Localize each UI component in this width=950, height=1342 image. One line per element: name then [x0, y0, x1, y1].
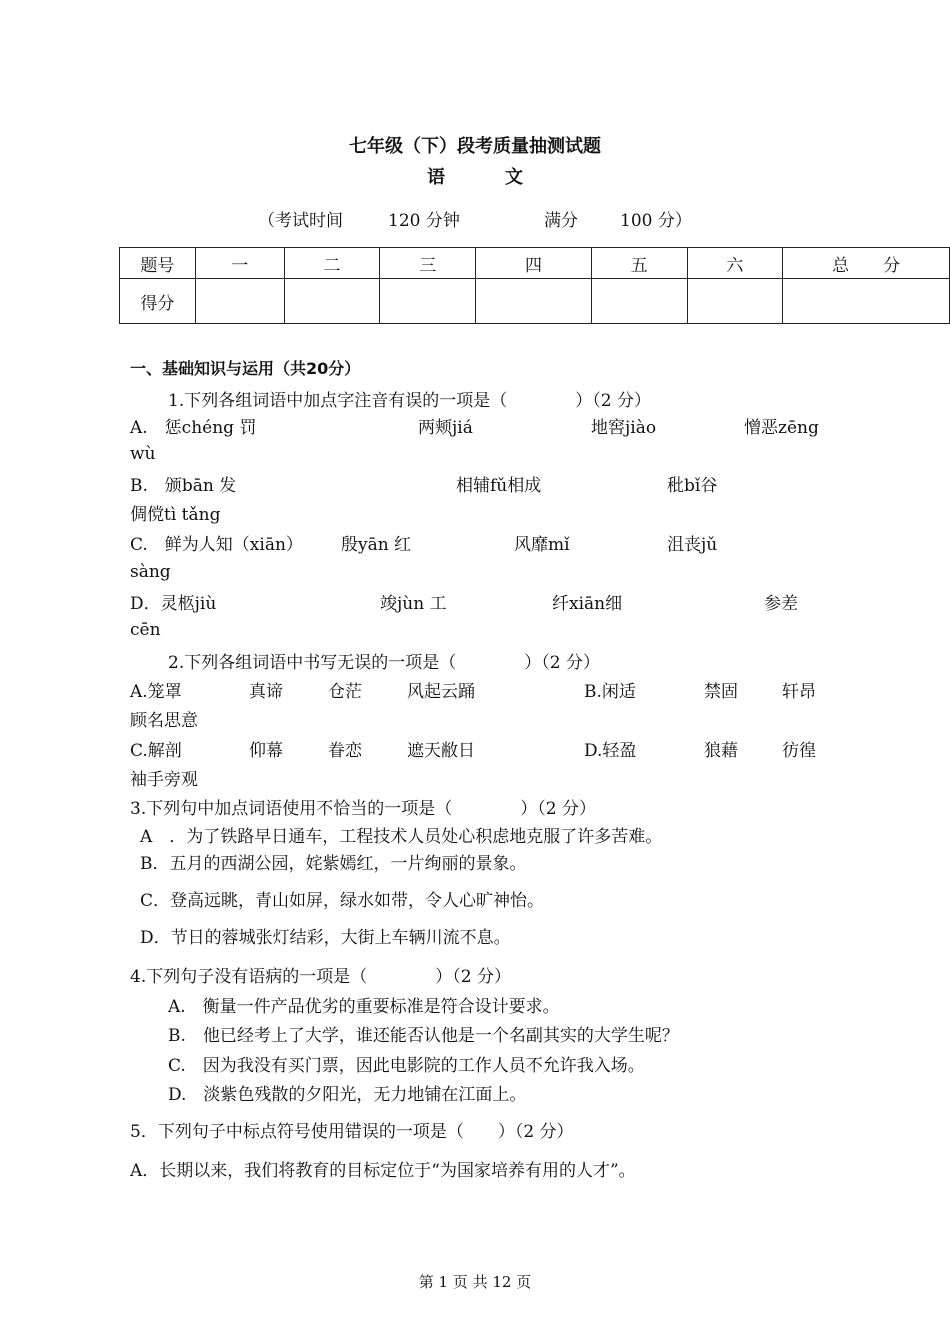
score-table-cell: 二: [284, 248, 380, 279]
score-entry-cell[interactable]: [284, 279, 380, 324]
q1-option-c-wrap: sàng: [130, 562, 171, 582]
q2-option-d-word: 彷徨: [782, 741, 816, 761]
question-5-stem: 5．下列句子中标点符号使用错误的一项是（ ）（2 分）: [130, 1122, 574, 1142]
full-score-value: 100 分）: [620, 211, 692, 231]
score-entry-cell[interactable]: [783, 279, 950, 324]
q5-option-a: A．长期以来，我们将教育的目标定位于“为国家培养有用的人才”。: [130, 1161, 636, 1181]
q1-option-b-item: B. 颁bān 发: [130, 476, 237, 496]
score-table-cell: 题号: [120, 248, 196, 279]
score-table-cell: 一: [195, 248, 284, 279]
q1-option-a-item: A. 惩chéng 罚: [130, 418, 257, 438]
q3-option-c: C．登高远眺，青山如屏，绿水如带，令人心旷神怡。: [140, 891, 545, 911]
q2-option-c-word: 仰幕: [249, 741, 283, 761]
q2-option-d-word: 狼藉: [704, 741, 738, 761]
question-2-stem: 2.下列各组词语中书写无误的一项是（ ）（2 分）: [168, 653, 600, 673]
q1-option-a-wrap: wù: [130, 444, 156, 464]
page-title: 七年级（下）段考质量抽测试题: [349, 136, 601, 157]
q2-option-a-word: A.笼罩: [130, 682, 182, 702]
q1-option-a-item: 憎恶zēng: [744, 418, 819, 438]
q1-option-d-item: D．灵柩jiù: [130, 594, 217, 614]
q1-option-b-wrap: 倜傥tì tǎng: [130, 505, 221, 525]
q1-option-d-item: 参差: [764, 594, 798, 614]
exam-time-value: 120 分钟: [388, 211, 460, 231]
exam-time-label: （考试时间: [258, 211, 343, 231]
section-title: 一、基础知识与运用（共20分）: [130, 359, 361, 378]
q4-option-d: D. 淡紫色残散的夕阳光，无力地铺在江面上。: [168, 1085, 527, 1105]
q2-option-b-wrap: 顾名思意: [130, 711, 198, 731]
q3-option-d: D．节日的蓉城张灯结彩，大街上车辆川流不息。: [140, 928, 511, 948]
q2-option-b-word: 禁固: [704, 682, 738, 702]
score-table-cell: 得分: [120, 279, 196, 324]
score-table-score-row: [120, 279, 950, 324]
question-3-stem: 3.下列句中加点词语使用不恰当的一项是（ ）（2 分）: [130, 799, 596, 819]
q1-option-d-item: 竣jùn 工: [380, 594, 447, 614]
q1-option-c-item: 殷yān 红: [341, 535, 412, 555]
score-table-cell: 六: [687, 248, 783, 279]
q1-option-a-item: 两颊jiá: [418, 418, 473, 438]
q4-option-b: B. 他已经考上了大学，谁还能否认他是一个名副其实的大学生呢？: [168, 1026, 679, 1046]
question-1-stem: 1.下列各组词语中加点字注音有误的一项是（ ）（2 分）: [168, 391, 651, 411]
q1-option-c-item: 沮丧jǔ: [667, 535, 718, 555]
score-entry-cell[interactable]: [687, 279, 783, 324]
score-entry-cell[interactable]: [195, 279, 284, 324]
q2-option-b-word: 轩昂: [782, 682, 816, 702]
score-table-cell: 五: [591, 248, 687, 279]
question-4-stem: 4.下列句子没有语病的一项是（ ）（2 分）: [130, 967, 511, 987]
q2-option-d-wrap: 袖手旁观: [130, 770, 198, 790]
q1-option-c-item: 风靡mǐ: [514, 535, 570, 555]
q2-option-a-word: 真谛: [249, 682, 283, 702]
score-entry-cell[interactable]: [591, 279, 687, 324]
q2-option-c-word: 眷恋: [328, 741, 362, 761]
q1-option-d-item: 纤xiān细: [552, 594, 623, 614]
page-footer: 第 1 页 共 12 页: [418, 1273, 532, 1291]
q1-option-a-item: 地窖jiào: [591, 418, 657, 438]
q1-option-c-item: C. 鲜为人知（xiān）: [130, 535, 303, 555]
q3-option-b: B．五月的西湖公园，姹紫嫣红，一片绚丽的景象。: [140, 854, 527, 874]
score-entry-cell[interactable]: [476, 279, 592, 324]
score-table-header-row: [120, 248, 950, 279]
subject-title: 语文: [427, 167, 583, 188]
q2-option-c-word: 遮天敝日: [407, 741, 475, 761]
score-table-cell: 三: [380, 248, 476, 279]
full-score-label: 满分: [544, 211, 578, 231]
score-table-cell: 四: [476, 248, 592, 279]
q2-option-a-word: 仓茫: [328, 682, 362, 702]
q4-option-a: A. 衡量一件产品优劣的重要标准是符合设计要求。: [168, 997, 560, 1017]
q1-option-b-item: 秕bǐ谷: [667, 476, 718, 496]
q2-option-c-word: C.解剖: [130, 741, 182, 761]
q2-option-d-word: D.轻盈: [584, 741, 637, 761]
q2-option-b-word: B.闲适: [584, 682, 636, 702]
q4-option-c: C. 因为我没有买门票，因此电影院的工作人员不允许我入场。: [168, 1056, 645, 1076]
q1-option-b-item: 相辅fǔ相成: [456, 476, 542, 496]
q2-option-a-word: 风起云踊: [407, 682, 475, 702]
score-table: [119, 247, 950, 324]
score-entry-cell[interactable]: [380, 279, 476, 324]
q3-option-a: A ．为了铁路早日通车，工程技术人员处心积虑地克服了许多苦难。: [140, 827, 663, 847]
score-table-cell: 总 分: [783, 248, 950, 279]
q1-option-d-wrap: cēn: [130, 620, 161, 640]
